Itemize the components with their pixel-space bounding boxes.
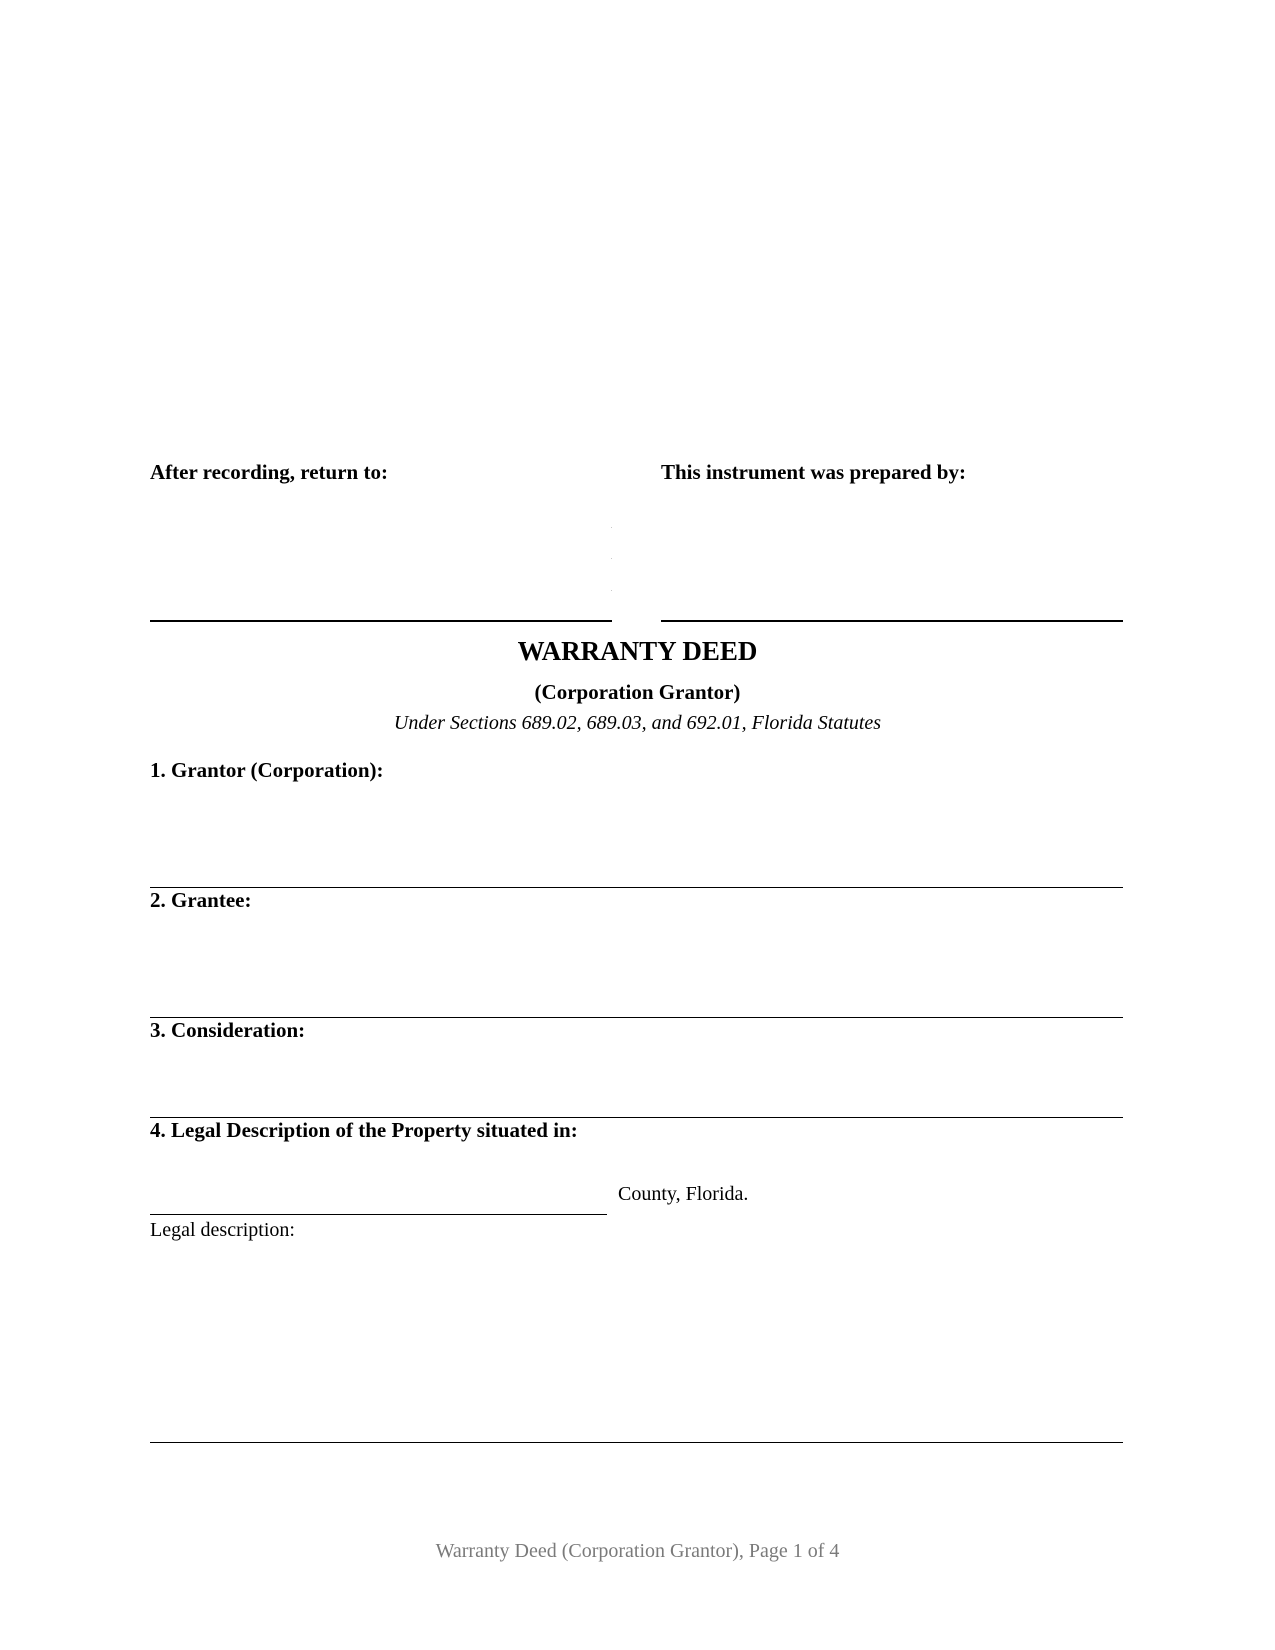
prepared-by-label: This instrument was prepared by: xyxy=(661,460,966,484)
page-footer: Warranty Deed (Corporation Grantor), Page 1 of 4 xyxy=(435,1540,840,1562)
section-grantor-label: 1. Grantor (Corporation): xyxy=(150,758,384,782)
statute-reference: Under Sections 689.02, 689.03, and 692.01, Florida Statutes xyxy=(393,712,882,734)
document-title: WARRANTY DEED xyxy=(517,636,758,666)
return-to-label: After recording, return to: xyxy=(150,460,388,484)
section-legal-description-label: 4. Legal Description of the Property situated in: xyxy=(150,1118,578,1142)
document-subtitle: (Corporation Grantor) xyxy=(534,680,741,704)
divider-dot xyxy=(611,558,612,559)
divider-dot xyxy=(611,527,612,528)
prepared-by-line[interactable] xyxy=(661,620,1123,622)
divider-dot xyxy=(611,590,612,591)
legal-description-label: Legal description: xyxy=(150,1219,295,1241)
county-suffix: County, Florida. xyxy=(618,1183,749,1205)
return-to-line[interactable] xyxy=(150,620,612,622)
section-grantee-label: 2. Grantee: xyxy=(150,888,252,912)
section-consideration-label: 3. Consideration: xyxy=(150,1018,306,1042)
legal-description-line[interactable] xyxy=(150,1442,1123,1443)
county-line[interactable] xyxy=(150,1214,607,1215)
grantor-line[interactable] xyxy=(150,887,1123,888)
